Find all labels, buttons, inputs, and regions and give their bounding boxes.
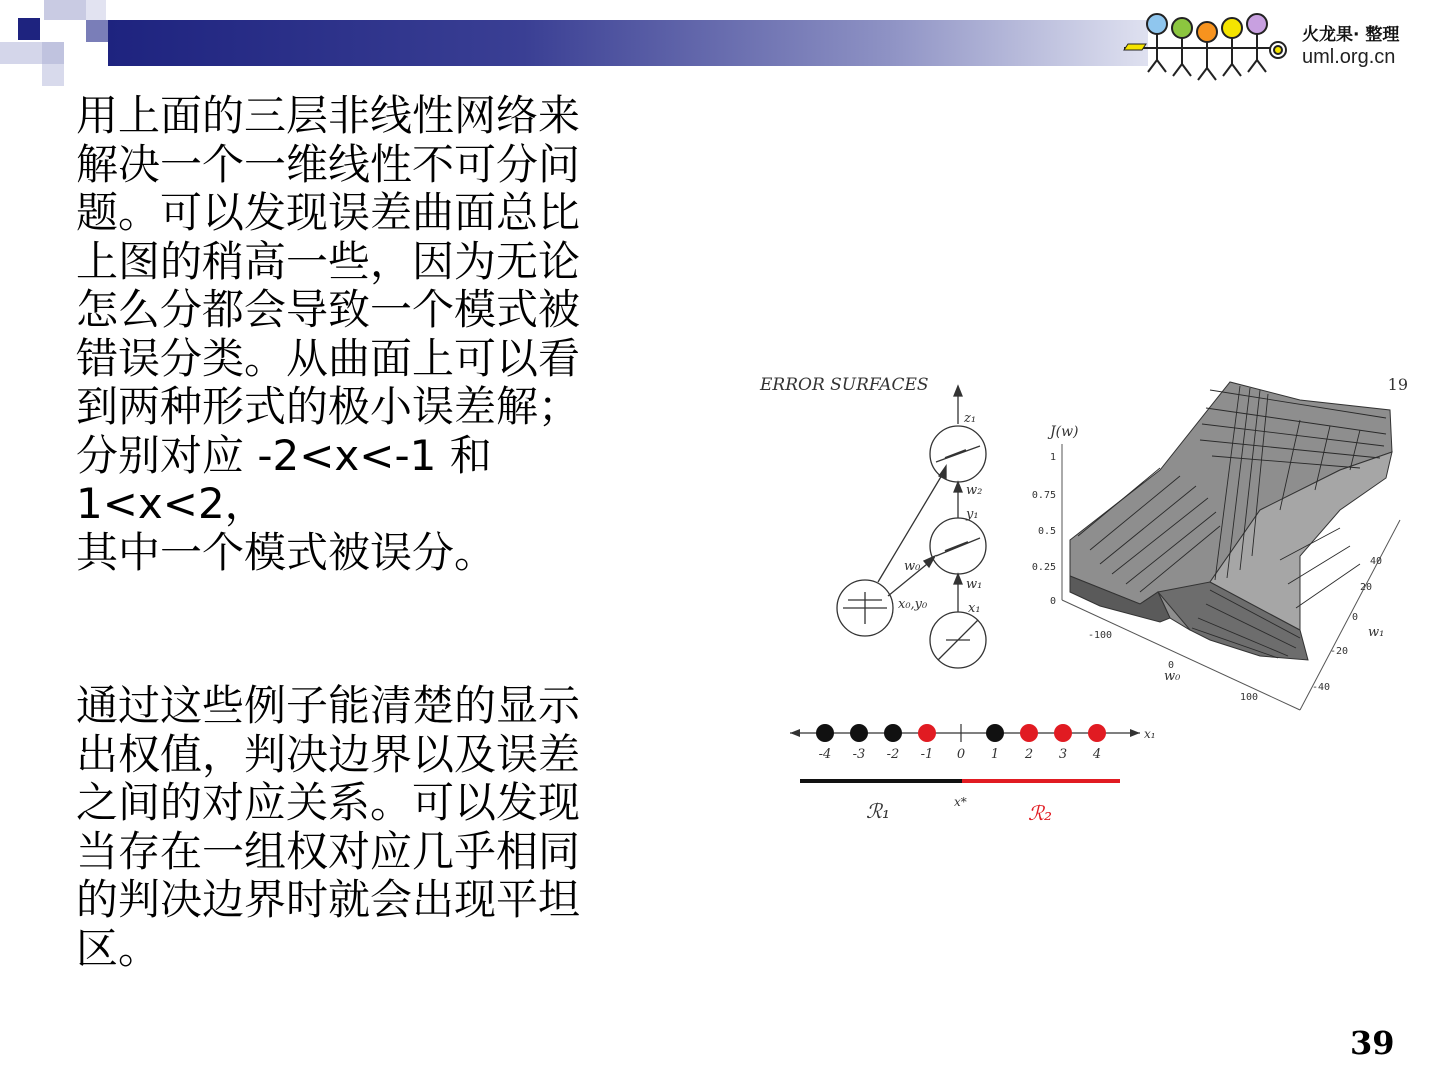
surface-w1tick: 20 <box>1360 582 1373 593</box>
figure-header: ERROR SURFACES <box>760 375 929 395</box>
axis-point <box>986 724 1004 742</box>
axis-tick-label: 4 <box>1092 747 1102 762</box>
paragraph-line: 到两种形式的极小误差解； <box>76 382 581 431</box>
surface-w1tick: -40 <box>1312 682 1331 693</box>
paragraph-line: 的判决边界时就会出现平坦 <box>76 875 581 924</box>
paragraph-2 <box>76 682 676 973</box>
surface-ztick: 0.25 <box>1031 562 1056 573</box>
region-1-label: ℛ₁ <box>866 799 890 823</box>
paragraph-line: 解决一个一维线性不可分问 <box>76 139 581 189</box>
network-diagram <box>837 386 986 668</box>
corner-square-light <box>0 42 42 64</box>
axis-tick-label: 2 <box>1024 747 1034 762</box>
surface-w0tick: -100 <box>1088 630 1113 641</box>
axis-tick-label: -4 <box>818 747 832 762</box>
surface-w1tick: -20 <box>1330 646 1349 657</box>
paragraph-line: 题。可以发现误差曲面总比 <box>76 188 581 237</box>
axis-point <box>1020 724 1038 742</box>
axis-label: x₁ <box>1144 727 1156 741</box>
label-x1: x₁ <box>968 601 981 616</box>
paragraph-line: 出权值，判决边界以及误差 <box>76 729 581 779</box>
corner-square-light <box>86 0 106 20</box>
figure-page: 19 <box>1387 375 1408 394</box>
title-gradient-bar <box>108 20 1148 66</box>
paragraph-line: 分别对应 -2<x<-1 和 1<x<2， <box>76 430 492 528</box>
axis-tick-label: 1 <box>990 747 1000 762</box>
page-number: 39 <box>1350 1024 1395 1062</box>
paragraph-line: 通过这些例子能清楚的显示 <box>76 681 581 730</box>
paragraph-line: 上图的稍高一些，因为无论 <box>76 236 581 286</box>
error-surface-3d <box>1032 382 1400 710</box>
paragraph-1 <box>76 92 676 577</box>
surface-w0label: w₀ <box>1164 669 1181 684</box>
axis-tick-label: -3 <box>852 747 866 762</box>
label-w1: w₁ <box>966 577 983 592</box>
corner-square-light <box>42 64 64 86</box>
label-y1: y₁ <box>966 507 979 522</box>
axis-tick-label: 0 <box>956 747 966 762</box>
corner-square-light <box>42 42 64 64</box>
paragraph-line: 当存在一组权对应几乎相同 <box>76 826 581 876</box>
one-d-axis <box>790 724 1156 825</box>
label-z1: z₁ <box>964 411 977 426</box>
axis-point <box>918 724 936 742</box>
surface-ztick: 0 <box>1049 596 1056 607</box>
surface-w1tick: 40 <box>1370 556 1383 567</box>
paragraph-line: 错误分类。从曲面上可以看 <box>76 333 581 383</box>
surface-w1label: w₁ <box>1368 625 1385 640</box>
region-2-label: ℛ₂ <box>1028 801 1052 825</box>
logo-url: uml.org.cn <box>1302 46 1396 68</box>
corner-square-navy <box>18 18 40 40</box>
axis-point <box>1088 724 1106 742</box>
axis-point <box>850 724 868 742</box>
surface-w0tick: 100 <box>1240 692 1259 703</box>
paragraph-line: 区。 <box>76 923 161 973</box>
axis-point <box>884 724 902 742</box>
axis-point <box>816 724 834 742</box>
axis-tick-label: -1 <box>920 747 934 762</box>
label-x0y0: x₀,y₀ <box>898 597 928 612</box>
surface-ztick: 0.5 <box>1037 526 1056 537</box>
paragraph-line: 用上面的三层非线性网络来 <box>76 91 581 140</box>
axis-tick-label: 3 <box>1058 747 1068 762</box>
axis-tick-label: -2 <box>886 747 900 762</box>
surface-ztick: 0.75 <box>1031 490 1056 501</box>
logo-title: 火龙果· 整理 <box>1302 25 1400 45</box>
paragraph-line: 其中一个模式被误分。 <box>76 527 497 577</box>
error-surface-figure <box>740 360 1420 840</box>
surface-w0tick: 0 <box>1168 660 1175 671</box>
label-w0: w₀ <box>904 559 921 574</box>
label-w2: w₂ <box>966 483 983 498</box>
axis-point <box>1054 724 1072 742</box>
paragraph-line: 之间的对应关系。可以发现 <box>76 778 581 827</box>
paragraph-line: 怎么分都会导致一个模式被 <box>76 285 581 334</box>
corner-square-light <box>44 0 86 20</box>
surface-ztick: 1 <box>1049 452 1056 463</box>
surface-zlabel: J(w) <box>1050 424 1079 440</box>
boundary-label: x* <box>954 795 967 809</box>
corner-square-mid <box>86 20 108 42</box>
surface-w1tick: 0 <box>1352 612 1359 623</box>
